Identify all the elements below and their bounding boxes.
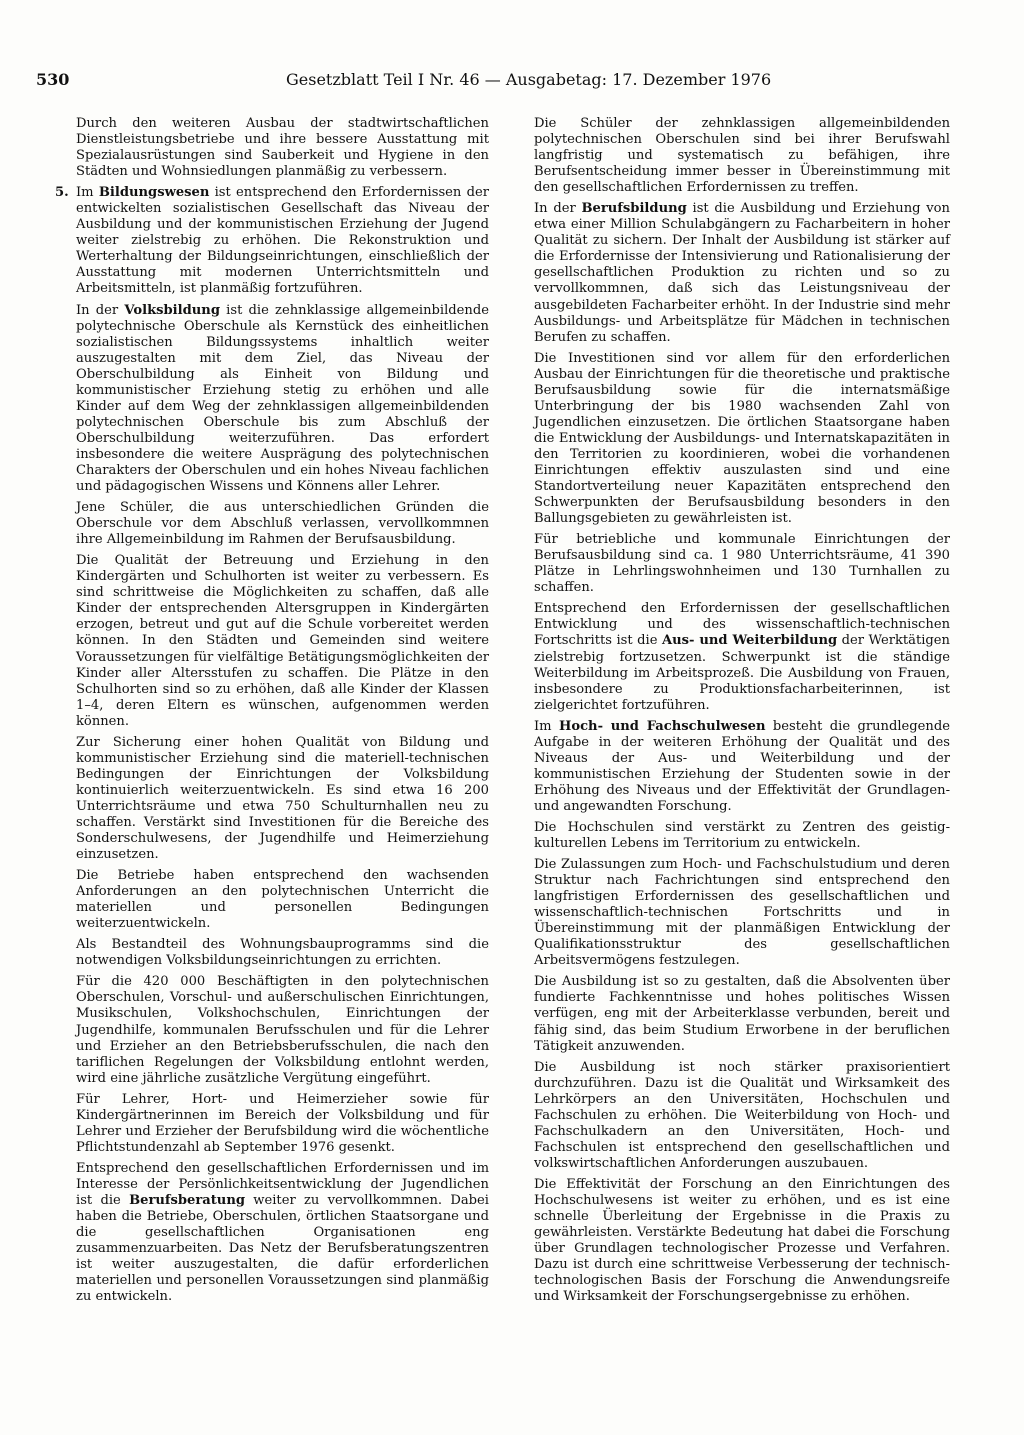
text-segment: besteht die grundlegende Aufgabe in der weiteren Erhöhung der Qualität und des Niveaus der Aus- und Weiterbildung und der kommunistischen Erziehung der Studenten sowie in der Erhöhung des Niveaus und der Effektivität der Grundlagen- und angewandten Forschung. (534, 718, 950, 814)
bold-term: Berufsbildung (581, 201, 687, 217)
text-segment: weiter zu vervollkommnen. Dabei haben die Betriebe, Oberschulen, örtlichen Staatsorgane und die gesellschaftlichen Organisationen eng zusammenzuarbeiten. Das Netz der Berufsberatungszentren ist weiter auszugestalten, die dafür erforderlichen materiellen und personellen Voraussetzungen sind planmäßig zu entwickeln. (76, 1193, 489, 1305)
paragraph: Für Lehrer, Hort- und Heimerzieher sowie für Kindergärtnerinnen im Bereich der Volksbildung und für Lehrer und Erzieher der Berufsbildung wird die wöchentliche Pflichtstundenzahl ab September 1976 gesenkt. (76, 1091, 489, 1155)
paragraph (76, 1161, 489, 1305)
paragraph: Die Ausbildung ist noch stärker praxisorientiert durchzuführen. Dazu ist die Qualität und Wirksamkeit des Lehrkörpers an den Universitäten, Hochschulen und Fachschulen zu erhöhen. Die Weiterbildung von Hoch- und Fachschulkadern an den Universitäten, Hoch- und Fachschulen ist entsprechend den gesellschaftlichen und volkswirtschaftlichen Anforderungen auszubauen. (534, 1059, 950, 1171)
page-header (36, 70, 1000, 94)
paragraph: Die Zulassungen zum Hoch- und Fachschulstudium und deren Struktur nach Fachrichtungen sind entsprechend den langfristigen Erfordernissen des gesellschaftlichen und wissenschaftlich-technischen Fortschritts und in Übereinstimmung mit der planmäßigen Entwicklung der Qualifikationsstruktur des gesellschaftlichen Arbeitsvermögens festzulegen. (534, 857, 950, 969)
paragraph (534, 719, 950, 815)
text-segment: Entsprechend den Erfordernissen der gesellschaftlichen Entwicklung und des wissenschaftlich-technischen Fortschritts ist die (534, 601, 950, 649)
paragraph: Die Effektivität der Forschung an den Einrichtungen des Hochschulwesens ist weiter zu erhöhen, und es ist eine schnelle Überleitung der Ergebnisse in die Praxis zu gewährleisten. Verstärkte Bedeutung hat dabei die Forschung über Grundlagen technologischer Prozesse und Verfahren. Dazu ist durch eine schrittweise Verbesserung der technisch-technologischen Basis der Forschung die Anwendungsreife und Wirksamkeit der Forschungsergebnisse zu erhöhen. (534, 1176, 950, 1305)
bold-term: Berufsberatung (129, 1193, 245, 1208)
paragraph: Die Schüler der zehnklassigen allgemeinbildenden polytechnischen Oberschulen sind bei ihrer Berufswahl langfristig und systematisch zu befähigen, ihre Berufsentscheidung immer besser in Übereinstimmung mit den gesellschaftlichen Erfordernissen zu treffen. (534, 116, 950, 196)
list-number: 5. (55, 185, 69, 201)
text-segment: Im (534, 718, 559, 734)
bold-term: Bildungswesen (98, 185, 210, 201)
right-column (534, 116, 950, 1310)
paragraph: Für die 420 000 Beschäftigten in den polytechnischen Oberschulen, Vorschul- und außerschulischen Einrichtungen, Musikschulen, Volkshochschulen, Einrichtungen der Jugendhilfe, kommunalen Berufsschulen und für die Lehrer und Erzieher an den Betriebsberufsschulen, die nach den tariflichen Regelungen der Volksbildung entlohnt werden, wird eine jährliche zusätzliche Vergütung eingeführt. (76, 974, 489, 1086)
list-item-5 (55, 185, 489, 297)
paragraph: Die Ausbildung ist so zu gestalten, daß die Absolventen über fundierte Fachkenntnisse und hohes politisches Wissen verfügen, eng mit der Arbeiterklasse verbunden, bereit und fähig sind, das beim Studium Erworbene in der beruflichen Tätigkeit anzuwenden. (534, 974, 950, 1054)
paragraph: Die Hochschulen sind verstärkt zu Zentren des geistig-kulturellen Lebens im Territorium zu entwickeln. (534, 819, 950, 852)
text-segment: Im (76, 185, 99, 201)
bold-term: Aus- und Weiterbildung (661, 633, 838, 649)
bold-term: Volksbildung (124, 302, 220, 318)
left-column (55, 116, 489, 1310)
text-segment: ist die zehnklassige allgemeinbildende polytechnische Oberschule als Kernstück des einheitlichen sozialistischen Bildungssystems inhaltlich weiter auszugestalten mit dem Ziel, das Niveau der Oberschulbildung als Einheit von Bildung und kommunistischer Erziehung stetig zu erhöhen und alle Kinder auf dem Weg der zehnklassigen allgemeinbildenden polytechnischen Oberschule bis zum Abschluß der Oberschulbildung weiterzuführen. Das erfordert insbesondere die weitere Ausprägung des polytechnischen Charakters der Oberschulen und ein hohes Niveau fachlichen und pädagogischen Wissens und Könnens aller Lehrer. (76, 302, 489, 495)
text-segment: ist die Ausbildung und Erziehung von etwa einer Million Schulabgängern zu Facharbeitern in hoher Qualität zu sichern. Der Inhalt der Ausbildung ist stärker auf die Erfordernisse der Intensivierung und Rationalisierung der gesellschaftlichen Produktion zu richten und so zu vervollkommnen, daß sich das Leistungsniveau der ausgebildeten Facharbeiter erhöht. In der Industrie sind mehr Ausbildungs- und Arbeitsplätze für Mädchen in technischen Berufen zu schaffen. (534, 201, 950, 345)
text-segment: In der (534, 201, 582, 217)
text-segment: der Werktätigen zielstrebig fortzusetzen. Schwerpunkt ist die ständige Weiterbildung im Arbeitsprozeß. Die Ausbildung von Frauen, insbesondere zu Produktionsfacharbeiterinnen, ist zielgerichtet fortzuführen. (534, 633, 950, 713)
page-number: 530 (36, 70, 70, 89)
paragraph (76, 303, 489, 496)
paragraph: Zur Sicherung einer hohen Qualität von Bildung und kommunistischer Erziehung sind die materiell-technischen Bedingungen der Einrichtungen der Volksbildung kontinuierlich weiterzuentwickeln. Es sind etwa 16 200 Unterrichtsräume und etwa 750 Schulturnhallen neu zu schaffen. Verstärkt sind Investitionen für die Bereiche des Sonderschulwesens, der Jugendhilfe und Heimerziehung einzusetzen. (76, 734, 489, 863)
bold-term: Hoch- und Fachschulwesen (558, 718, 766, 734)
text-segment: In der (76, 302, 125, 318)
paragraph: Für betriebliche und kommunale Einrichtungen der Berufsausbildung sind ca. 1 980 Unterrichtsräume, 41 390 Plätze in Lehrlingswohnheimen und 130 Turnhallen zu schaffen. (534, 532, 950, 596)
text-segment: ist entsprechend den Erfordernissen der entwickelten sozialistischen Gesellschaft das Niveau der Ausbildung und der kommunistischen Erziehung der Jugend weiter zielstrebig zu erhöhen. Die Rekonstruktion und Werterhaltung der Bildungseinrichtungen, einschließlich der Ausstattung mit modernen Unterrichtsmitteln und Arbeitsmitteln, ist planmäßig fortzuführen. (76, 185, 489, 297)
text-segment: Entsprechend den gesellschaftlichen Erfordernissen und im Interesse der Persönlichkeitsentwicklung der Jugendlichen ist die (76, 1160, 489, 1208)
paragraph: Durch den weiteren Ausbau der stadtwirtschaftlichen Dienstleistungsbetriebe und ihre bessere Ausstattung mit Spezialausrüstungen sind Sauberkeit und Hygiene in den Städten und Wohnsiedlungen planmäßig zu verbessern. (76, 116, 489, 180)
paragraph: Die Qualität der Betreuung und Erziehung in den Kindergärten und Schulhorten ist weiter zu verbessern. Es sind schrittweise die Möglichkeiten zu schaffen, daß alle Kinder der entsprechenden Altersgruppen in Kindergärten erzogen, betreut und gut auf die Schule vorbereitet werden können. In den Städten und Gemeinden sind weitere Voraussetzungen für vielfältige Betätigungsmöglichkeiten der Kinder aller Altersstufen zu schaffen. Die Plätze in den Schulhorten sind so zu erhöhen, daß alle Kinder der Klassen 1–4, deren Eltern es wünschen, aufgenommen werden können. (76, 553, 489, 729)
paragraph: Jene Schüler, die aus unterschiedlichen Gründen die Oberschule vor dem Abschluß verlassen, vervollkommnen ihre Allgemeinbildung im Rahmen der Berufsausbildung. (76, 500, 489, 548)
paragraph (534, 201, 950, 345)
header-title: Gesetzblatt Teil I Nr. 46 — Ausgabetag: 17. Dezember 1976 (286, 70, 772, 89)
paragraph (534, 601, 950, 713)
paragraph: Die Betriebe haben entsprechend den wachsenden Anforderungen an den polytechnischen Unterricht die materiellen und personellen Bedingungen weiterzuentwickeln. (76, 868, 489, 932)
paragraph: Die Investitionen sind vor allem für den erforderlichen Ausbau der Einrichtungen für die theoretische und praktische Berufsausbildung sowie für die internatsmäßige Unterbringung der bis 1980 wachsenden Zahl von Jugendlichen einzusetzen. Die örtlichen Staatsorgane haben die Entwicklung der Ausbildungs- und Internatskapazitäten in den Territorien zu koordinieren, wobei die vorhandenen Einrichtungen effektiv auszulasten sind und eine Standortverteilung neuer Kapazitäten entsprechend den Schwerpunkten der Berufsausbildung besonders in den Ballungsgebieten zu gewährleisten ist. (534, 350, 950, 527)
paragraph: Als Bestandteil des Wohnungsbauprogramms sind die notwendigen Volksbildungseinrichtungen zu errichten. (76, 937, 489, 969)
